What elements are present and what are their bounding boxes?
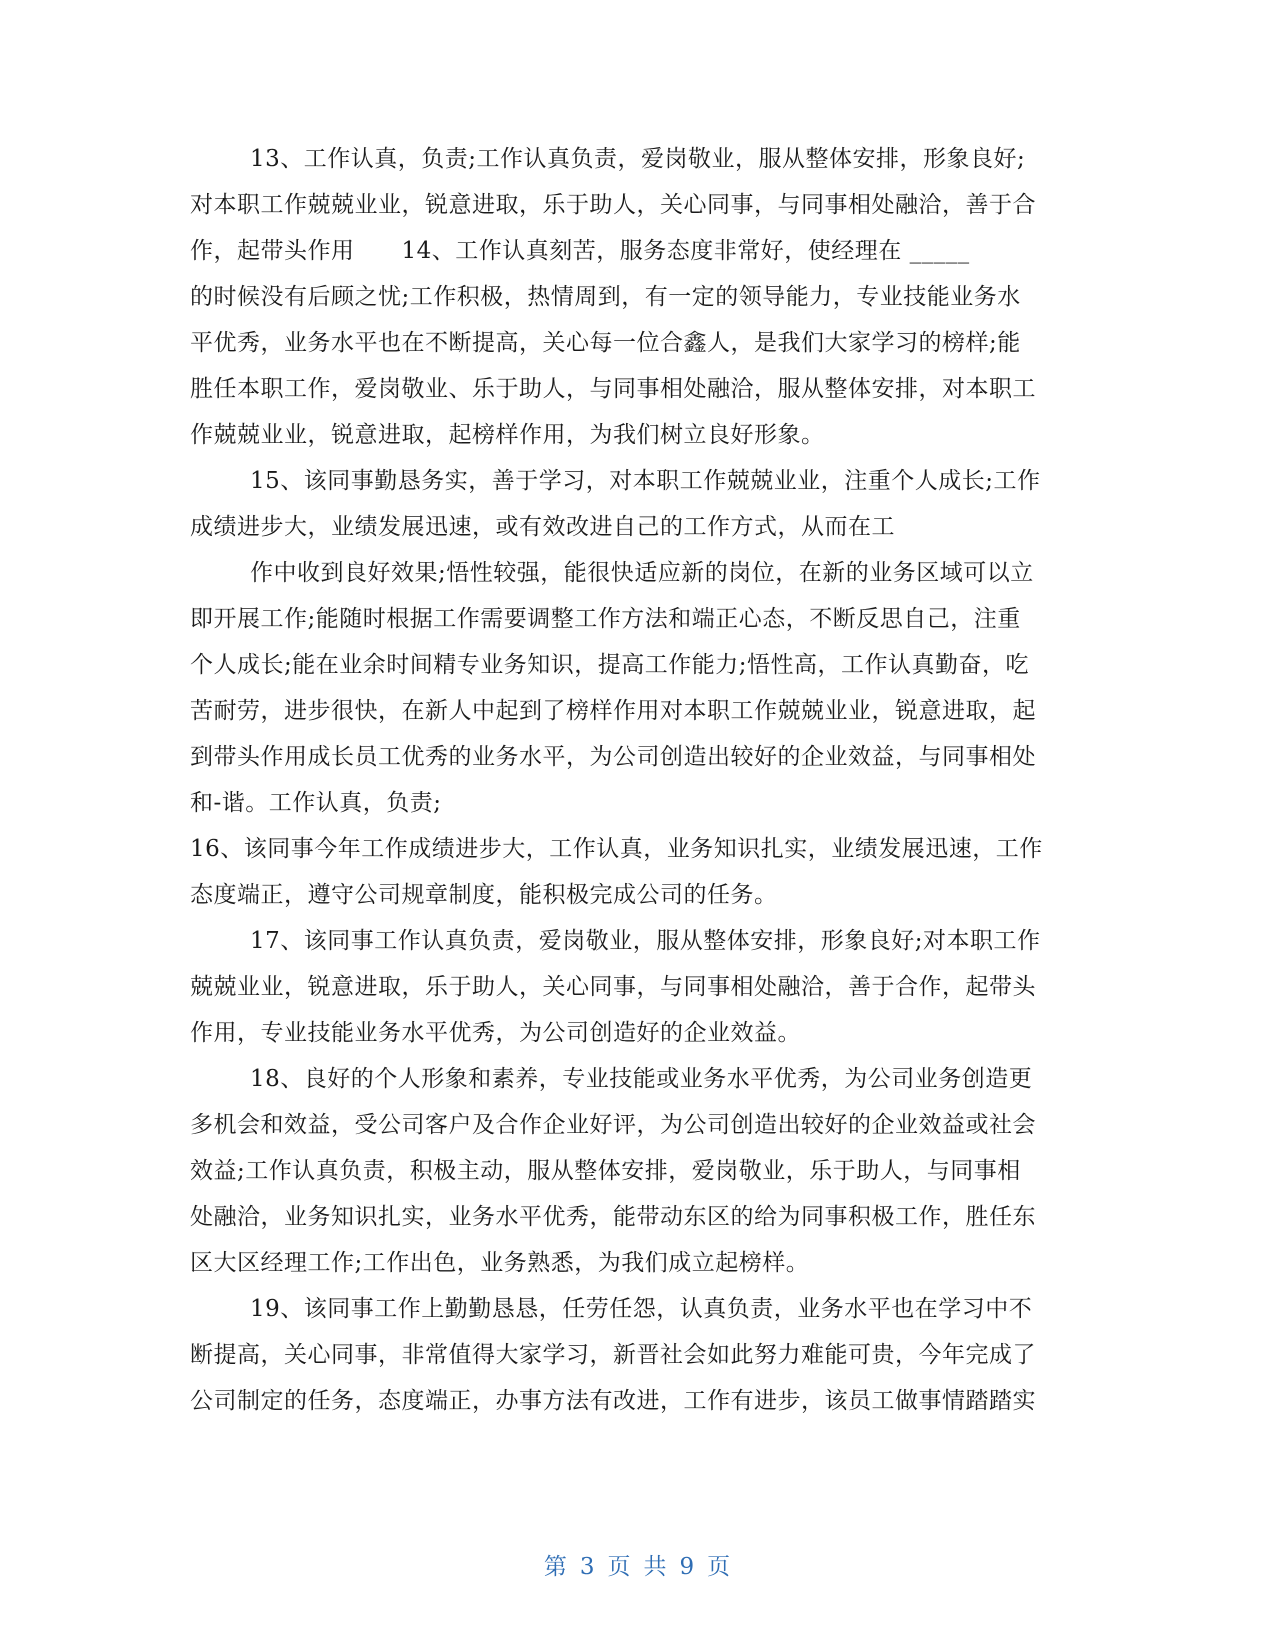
text-line: 态度端正，遵守公司规章制度，能积极完成公司的任务。 — [190, 882, 778, 908]
text-line: 17、该同事工作认真负责，爱岗敬业，服从整体安排，形象良好;对本职工作 — [250, 928, 1041, 954]
footer-total-pages: 9 — [679, 1554, 696, 1580]
text-line: 成绩进步大，业绩发展迅速，或有效改进自己的工作方式，从而在工 — [190, 514, 895, 540]
text-line: 胜任本职工作，爱岗敬业、乐于助人，与同事相处融洽，服从整体安排，对本职工 — [190, 376, 1036, 402]
text-line: 即开展工作;能随时根据工作需要调整工作方法和端正心态，不断反思自己，注重 — [190, 606, 1021, 632]
text-line: 多机会和效益，受公司客户及合作企业好评，为公司创造出较好的企业效益或社会 — [190, 1112, 1036, 1138]
page-footer — [0, 1548, 1275, 1581]
text-line: 和-谐。工作认真，负责; — [190, 790, 442, 816]
footer-ye: 页 — [607, 1554, 632, 1580]
text-line: 公司制定的任务，态度端正，办事方法有改进，工作有进步，该员工做事情踏踏实 — [190, 1388, 1036, 1414]
text-line: 断提高，关心同事，非常值得大家学习，新晋社会如此努力难能可贵，今年完成了 — [190, 1342, 1036, 1368]
text-line: 作用，专业技能业务水平优秀，为公司创造好的企业效益。 — [190, 1020, 801, 1046]
footer-ye-2: 页 — [707, 1554, 732, 1580]
text-line: 19、该同事工作上勤勤恳恳，任劳任怨，认真负责，业务水平也在学习中不 — [250, 1296, 1033, 1322]
text-line: 13、工作认真，负责;工作认真负责，爱岗敬业，服从整体安排，形象良好; — [250, 146, 1026, 172]
text-line: 到带头作用成长员工优秀的业务水平，为公司创造出较好的企业效益，与同事相处 — [190, 744, 1036, 770]
footer-gong: 共 — [643, 1554, 668, 1580]
text-line: 个人成长;能在业余时间精专业务知识，提高工作能力;悟性高，工作认真勤奋，吃 — [190, 652, 1029, 678]
text-line: 区大区经理工作;工作出色，业务熟悉，为我们成立起榜样。 — [190, 1250, 810, 1276]
text-line: 15、该同事勤恳务实，善于学习，对本职工作兢兢业业，注重个人成长;工作 — [250, 468, 1041, 494]
text-line: 对本职工作兢兢业业，锐意进取，乐于助人，关心同事，与同事相处融洽，善于合 — [190, 192, 1036, 218]
text-line: 16、该同事今年工作成绩进步大，工作认真，业务知识扎实，业绩发展迅速，工作 — [190, 836, 1043, 862]
text-line: 平优秀，业务水平也在不断提高，关心每一位合鑫人，是我们大家学习的榜样;能 — [190, 330, 1021, 356]
text-line: 作，起带头作用 14、工作认真刻苦，服务态度非常好，使经理在 _____ — [190, 238, 970, 264]
text-line: 效益;工作认真负责，积极主动，服从整体安排，爱岗敬业，乐于助人，与同事相 — [190, 1158, 1021, 1184]
text-line: 的时候没有后顾之忧;工作积极，热情周到，有一定的领导能力，专业技能业务水 — [190, 284, 1021, 310]
text-line: 苦耐劳，进步很快，在新人中起到了榜样作用对本职工作兢兢业业，锐意进取，起 — [190, 698, 1036, 724]
footer-di: 第 — [543, 1554, 568, 1580]
text-line: 作中收到良好效果;悟性较强，能很快适应新的岗位，在新的业务区域可以立 — [250, 560, 1034, 586]
text-line: 18、良好的个人形象和素养，专业技能或业务水平优秀，为公司业务创造更 — [250, 1066, 1033, 1092]
text-line: 作兢兢业业，锐意进取，起榜样作用，为我们树立良好形象。 — [190, 422, 825, 448]
text-line: 处融洽，业务知识扎实，业务水平优秀，能带动东区的给为同事积极工作，胜任东 — [190, 1204, 1036, 1230]
footer-current-page: 3 — [579, 1554, 596, 1580]
text-line: 兢兢业业，锐意进取，乐于助人，关心同事，与同事相处融洽，善于合作，起带头 — [190, 974, 1036, 1000]
